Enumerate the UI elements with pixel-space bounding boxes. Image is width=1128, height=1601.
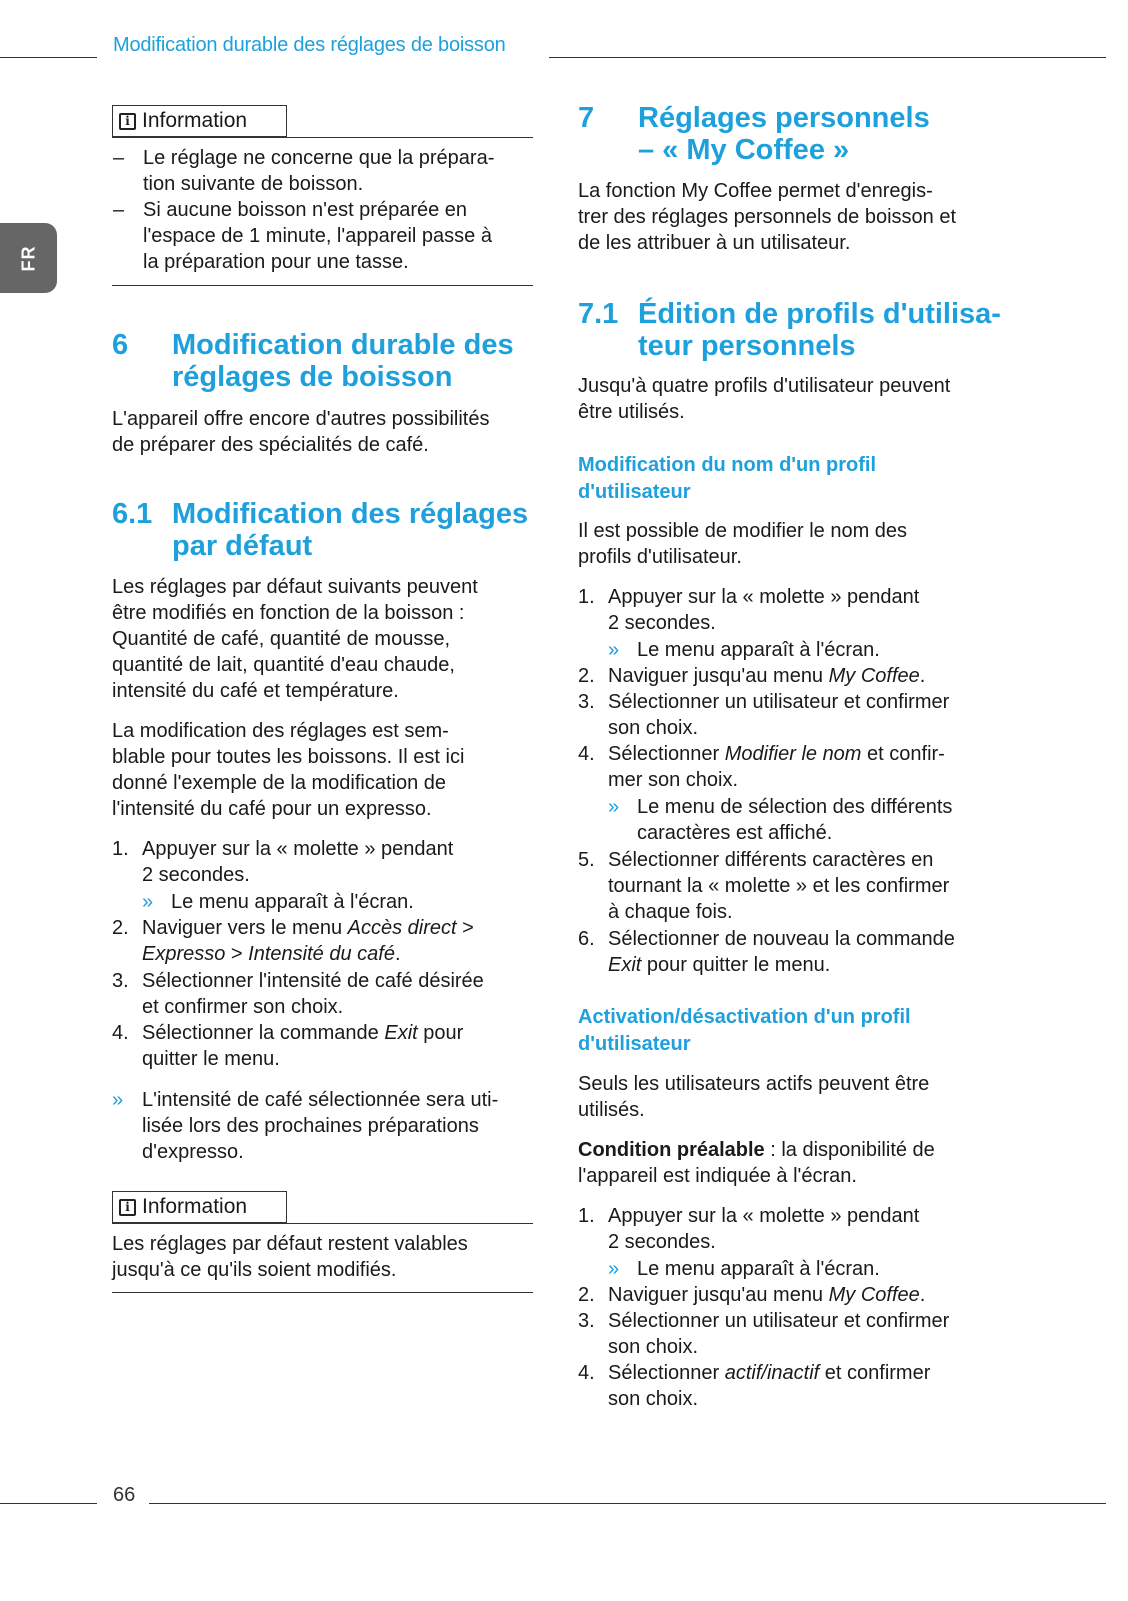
header-rule-left	[0, 57, 97, 58]
result-marker: »	[608, 639, 620, 661]
footer-rule-left	[0, 1503, 97, 1504]
dash-marker: –	[113, 199, 125, 221]
result-marker: »	[112, 1089, 124, 1111]
info-rule-bottom	[112, 285, 533, 286]
result-marker: »	[608, 1258, 620, 1280]
page-number: 66	[113, 1484, 136, 1506]
result-marker: »	[142, 891, 154, 913]
header-rule-right	[549, 57, 1106, 58]
info-icon: i	[119, 113, 136, 130]
info-label: Information	[142, 1195, 248, 1218]
running-header: Modification durable des réglages de boisson	[113, 34, 506, 56]
language-tab	[0, 223, 57, 293]
info-rule-bottom	[112, 1292, 533, 1293]
info-label: Information	[142, 109, 248, 132]
subsection-rename-heading: Modification du nom d'un profil d'utilisateur	[578, 454, 877, 503]
language-tab-label: FR	[18, 245, 38, 271]
info-icon: i	[119, 1199, 136, 1216]
subsection-activation-heading: Activation/désactivation d'un profil d'utilisateur	[578, 1006, 911, 1055]
result-marker: »	[608, 796, 620, 818]
dash-marker: –	[113, 147, 125, 169]
info-rule-top	[112, 137, 533, 138]
info-box-1	[112, 105, 287, 137]
footer-rule-right	[149, 1503, 1106, 1504]
info-rule-top	[112, 1223, 533, 1224]
info-box-2	[112, 1191, 287, 1223]
